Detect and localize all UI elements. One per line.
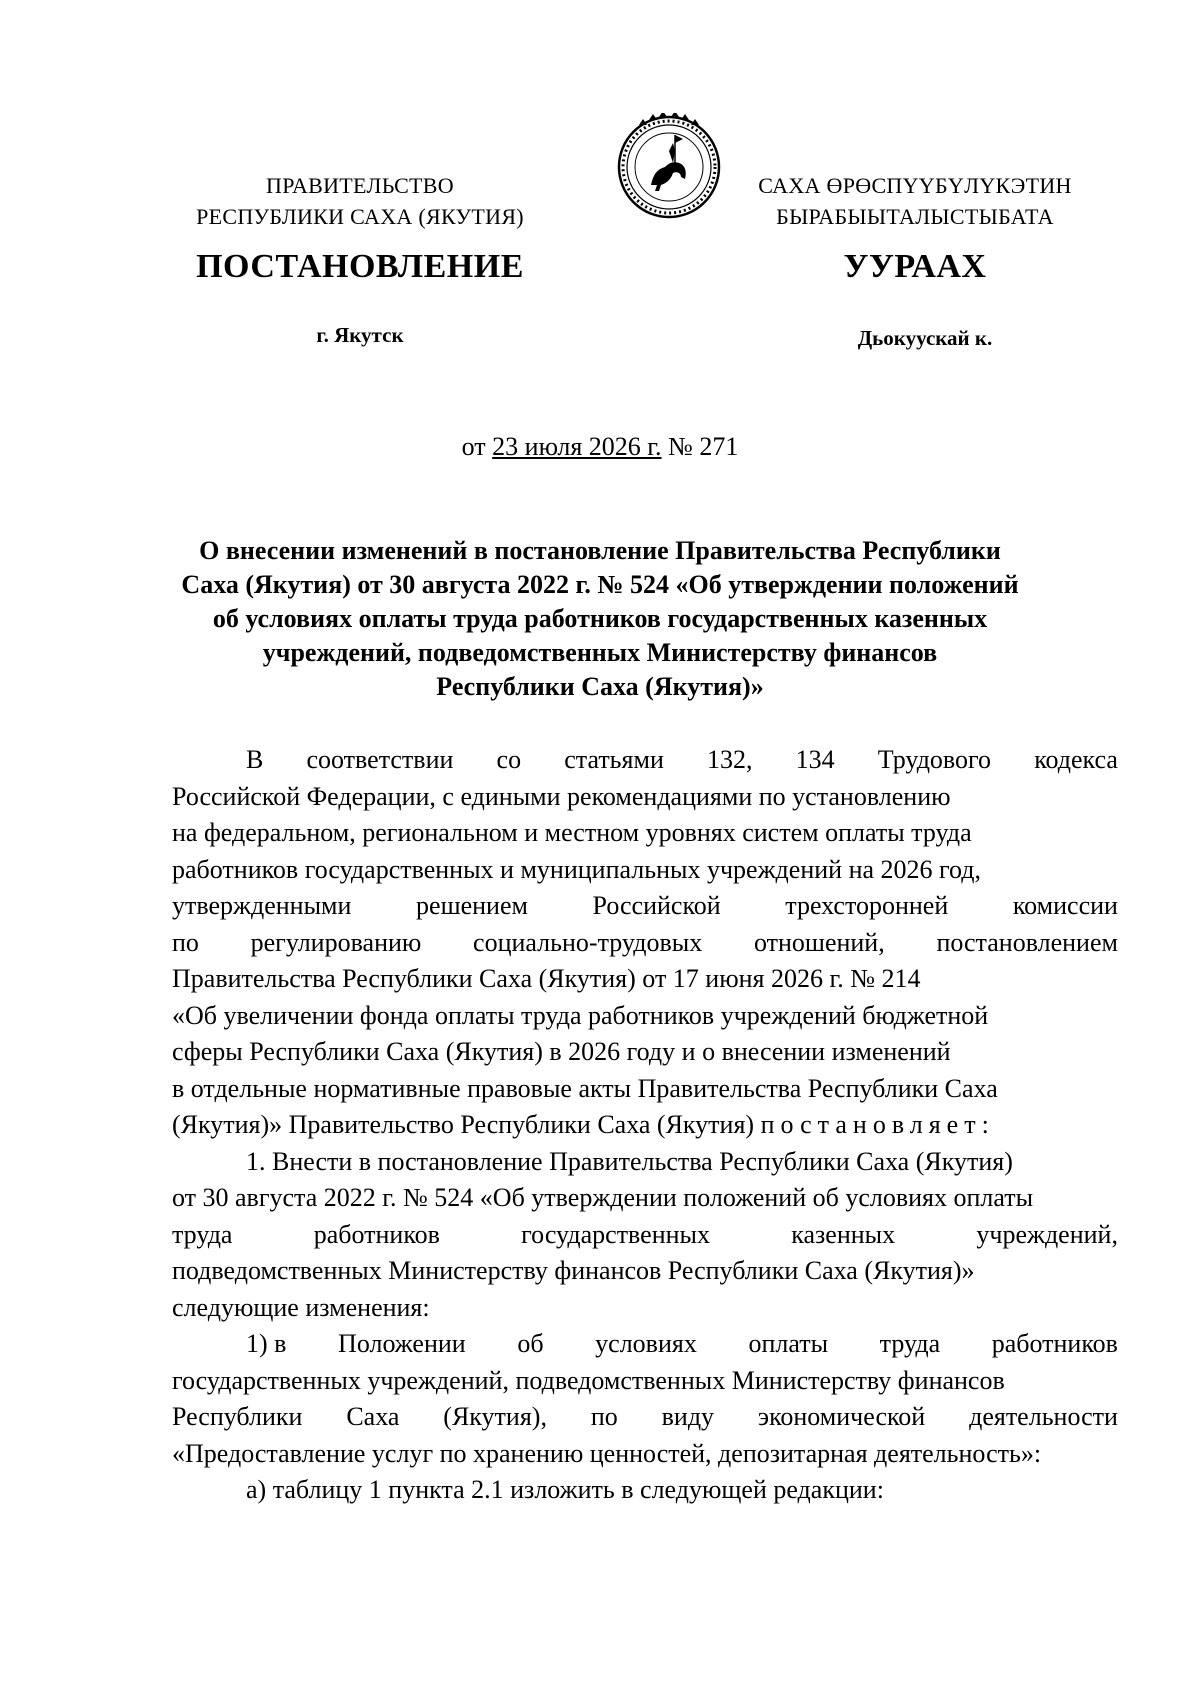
date-prefix: от	[461, 432, 493, 461]
word: экономической	[757, 1402, 926, 1431]
word: 134	[795, 745, 835, 774]
body-line: государственных учреждений, подведомственных Министерству финансов	[172, 1365, 1005, 1395]
word: Республики	[172, 1402, 303, 1431]
date-number-line	[0, 432, 1200, 462]
word: учреждений,	[976, 1219, 1118, 1249]
issuer-sakha	[725, 170, 1105, 232]
body-line	[172, 1326, 1118, 1363]
word: работников	[313, 1219, 440, 1249]
body-line: работников государственных и муниципальных учреждений на 2026 год,	[172, 854, 982, 884]
word: 1) в	[246, 1329, 287, 1358]
subject-line: Республики Саха (Якутия)»	[436, 672, 764, 701]
body-line: от 30 августа 2022 г. № 524 «Об утверждении положений об условиях оплаты	[172, 1183, 1034, 1212]
word: казенных	[791, 1219, 896, 1249]
body-text: (Якутия)» Правительство Республики Саха (Якутия)	[172, 1110, 761, 1139]
subject-line: учреждений, подведомственных Министерству финансов	[262, 638, 938, 667]
word: комиссии	[1012, 891, 1118, 920]
word: государственных	[521, 1219, 711, 1249]
word: оплаты	[748, 1329, 829, 1358]
body-line	[172, 1107, 1118, 1144]
word: виду	[661, 1402, 715, 1431]
document-number: № 271	[661, 432, 739, 461]
word: отношений,	[753, 927, 885, 957]
word: Трудового	[877, 745, 992, 774]
city-sakha: Дьокуускай к.	[857, 326, 993, 350]
word: В	[246, 745, 264, 774]
body-line	[172, 1399, 1118, 1436]
word: об	[517, 1329, 544, 1358]
body-line: Российской Федерации, с едиными рекомендациями по установлению	[172, 781, 951, 811]
body-line	[172, 925, 1118, 962]
body-line	[172, 888, 1118, 925]
word: Саха	[346, 1402, 400, 1431]
body-line: Правительства Республики Саха (Якутия) от 17 июня 2026 г. № 214	[172, 964, 921, 993]
word: со	[496, 745, 522, 774]
word: по	[172, 927, 199, 957]
issuer-line-2: РЕСПУБЛИКИ САХА (ЯКУТИЯ)	[196, 204, 524, 229]
body-line: а) таблицу 1 пункта 2.1 изложить в следующей редакции:	[246, 1475, 884, 1504]
subject-line: Саха (Якутия) от 30 августа 2022 г. № 524 «Об утверждении положений	[181, 570, 1019, 599]
city-russian: г. Якутск	[316, 323, 404, 347]
word: регулированию	[250, 927, 422, 957]
issuer-sakha-line-2: БЫРАБЫЫТАЛЫСТЫБАТА	[776, 204, 1054, 229]
issuer-russian	[180, 170, 540, 232]
word: Положении	[338, 1329, 466, 1358]
body-line: «Предоставление услуг по хранению ценностей, депозитарная деятельность»:	[172, 1438, 1042, 1468]
body-line: «Об увеличении фонда оплаты труда работников учреждений бюджетной	[172, 1000, 989, 1030]
body-line: сферы Республики Саха (Якутия) в 2026 году и о внесении изменений	[172, 1037, 951, 1066]
subject-line: О внесении изменений в постановление Правительства Республики	[199, 536, 1001, 565]
word: 132,	[707, 745, 753, 774]
word: соответствии	[306, 745, 454, 774]
document-date: 23 июля 2026 г.	[492, 432, 662, 461]
word: социально-трудовых	[473, 927, 703, 957]
word: решением	[416, 891, 528, 920]
word: кодекса	[1034, 745, 1118, 774]
document-subject	[170, 534, 1030, 704]
body-line: на федеральном, региональном и местном уровнях систем оплаты труда	[172, 818, 972, 847]
body-line	[172, 742, 1118, 779]
coat-of-arms-emblem-icon	[615, 113, 723, 221]
body-line: 1. Внести в постановление Правительства Республики Саха (Якутия)	[246, 1146, 1013, 1176]
word: по	[590, 1402, 618, 1431]
body-line: подведомственных Министерству финансов Республики Саха (Якутия)»	[172, 1256, 975, 1285]
body-line: в отдельные нормативные правовые акты Правительства Республики Саха	[172, 1073, 998, 1103]
resolves-word: постановляет:	[760, 1110, 995, 1139]
doc-type-russian: ПОСТАНОВЛЕНИЕ	[196, 248, 524, 285]
word: деятельности	[969, 1402, 1118, 1431]
word: (Якутия),	[443, 1402, 547, 1431]
word: работников	[991, 1329, 1118, 1358]
issuer-sakha-line-1: САХА ӨРӨСПҮҮБҮЛҮКЭТИН	[758, 173, 1072, 198]
word: трехсторонней	[785, 891, 949, 920]
body-line	[172, 1217, 1118, 1254]
word: постановлением	[936, 927, 1118, 957]
doc-type-sakha: УУРААХ	[843, 248, 987, 285]
word: Российской	[592, 891, 721, 920]
word: труда	[879, 1329, 941, 1358]
subject-line: об условиях оплаты труда работников государственных казенных	[212, 604, 988, 633]
body-line: следующие изменения:	[172, 1292, 430, 1322]
word: труда	[172, 1219, 233, 1249]
word: утвержденными	[172, 891, 352, 920]
word: условиях	[595, 1329, 697, 1358]
issuer-line-1: ПРАВИТЕЛЬСТВО	[266, 173, 454, 198]
word: статьями	[564, 745, 664, 774]
document-body	[172, 742, 1118, 1509]
